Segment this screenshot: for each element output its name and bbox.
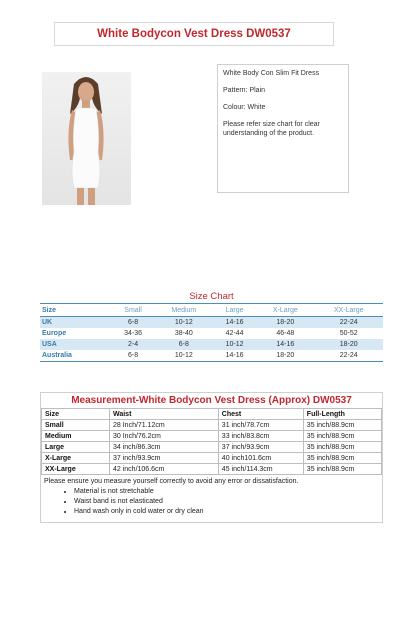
table-cell: 30 Inch/76.2cm — [110, 431, 219, 442]
table-cell: 10-12 — [155, 317, 213, 329]
table-cell: 50-52 — [339, 330, 358, 337]
table-cell: 35 inch/88.9cm — [303, 420, 381, 431]
column-header: Size — [42, 409, 110, 420]
description-line: Please refer size chart for clear understanding of the product. — [223, 121, 320, 137]
product-description — [217, 64, 349, 193]
table-row — [42, 420, 382, 431]
measurement-table — [41, 408, 382, 475]
table-cell: 10-12 — [174, 352, 193, 359]
column-header: Large — [213, 304, 256, 317]
table-row — [42, 431, 382, 442]
column-header: Medium — [155, 304, 213, 317]
table-row — [40, 339, 383, 350]
table-cell: 14-16 — [213, 317, 256, 329]
table-cell: 18-20 — [256, 317, 314, 329]
description-line: White Body Con Slim Fit Dress — [223, 70, 320, 77]
table-cell: 35 inch/88.9cm — [303, 464, 381, 475]
table-cell: 2-4 — [111, 339, 154, 350]
size-chart — [40, 290, 383, 362]
table-cell: XX-Large — [42, 464, 110, 475]
table-cell: 42 inch/106.6cm — [110, 464, 219, 475]
table-row — [42, 464, 382, 475]
size-chart-table — [40, 303, 383, 362]
table-cell: 35 inch/88.9cm — [303, 442, 381, 453]
measurement-title: Measurement-White Bodycon Vest Dress (Approx) DW0537 — [71, 395, 352, 406]
table-row — [42, 442, 382, 453]
table-cell: 34-36 — [124, 330, 143, 337]
description-line: Colour: White — [223, 104, 266, 111]
table-cell: 18-20 — [314, 339, 383, 350]
table-cell: 35 inch/88.9cm — [303, 431, 381, 442]
table-row — [40, 350, 383, 362]
care-list — [44, 487, 379, 517]
column-header: XX-Large — [314, 304, 383, 317]
product-title: White Bodycon Vest Dress DW0537 — [54, 22, 334, 46]
table-cell: USA — [40, 339, 111, 350]
list-item: • Material is not stretchable — [74, 487, 379, 497]
table-cell: 18-20 — [276, 352, 295, 359]
table-cell: 14-16 — [225, 352, 244, 359]
table-header-row — [40, 304, 383, 317]
table-cell: 34 inch/86.3cm — [110, 442, 219, 453]
table-cell: 6-8 — [128, 352, 139, 359]
table-cell: 45 inch/114.3cm — [218, 464, 303, 475]
measurement-notes — [41, 475, 382, 519]
column-header: Chest — [218, 409, 303, 420]
table-cell: UK — [40, 317, 111, 329]
column-header: Small — [111, 304, 154, 317]
table-cell: 35 inch/88.9cm — [303, 453, 381, 464]
table-cell: Medium — [42, 431, 110, 442]
list-item: • Hand wash only in cold water or dry clean — [74, 507, 379, 517]
table-cell: 22-24 — [339, 352, 358, 359]
table-cell: 40 inch101.6cm — [218, 453, 303, 464]
table-cell: 14-16 — [256, 339, 314, 350]
table-cell: 10-12 — [213, 339, 256, 350]
column-header: Full-Length — [303, 409, 381, 420]
column-header: Size — [40, 304, 111, 317]
table-cell: 33 inch/83.8cm — [218, 431, 303, 442]
size-chart-title: Size Chart — [189, 291, 234, 302]
table-header-row — [42, 409, 382, 420]
description-line: Pattern: Plain — [223, 87, 266, 94]
measurement-section — [40, 392, 383, 523]
table-cell: Large — [42, 442, 110, 453]
column-header: X-Large — [256, 304, 314, 317]
table-cell: 37 inch/93.9cm — [110, 453, 219, 464]
table-row — [40, 317, 383, 329]
table-cell: 22-24 — [314, 317, 383, 329]
table-cell: X-Large — [42, 453, 110, 464]
table-cell: Small — [42, 420, 110, 431]
product-photo — [42, 72, 131, 205]
table-cell: 42-44 — [225, 330, 244, 337]
table-cell: 37 inch/93.9cm — [218, 442, 303, 453]
table-cell: Europe — [42, 330, 67, 337]
table-cell: 46-48 — [276, 330, 295, 337]
measurement-note: Please ensure you measure yourself correctly to avoid any error or dissatisfaction. — [44, 478, 299, 485]
table-cell: 31 inch/78.7cm — [218, 420, 303, 431]
table-row — [42, 453, 382, 464]
table-cell: 6-8 — [111, 317, 154, 329]
table-cell: 38-40 — [174, 330, 193, 337]
column-header: Waist — [110, 409, 219, 420]
table-cell: Australia — [42, 352, 72, 359]
table-cell: 28 Inch/71.12cm — [110, 420, 219, 431]
table-row — [40, 328, 383, 339]
list-item: • Waist band is not elasticated — [74, 497, 379, 507]
table-cell: 6-8 — [155, 339, 213, 350]
